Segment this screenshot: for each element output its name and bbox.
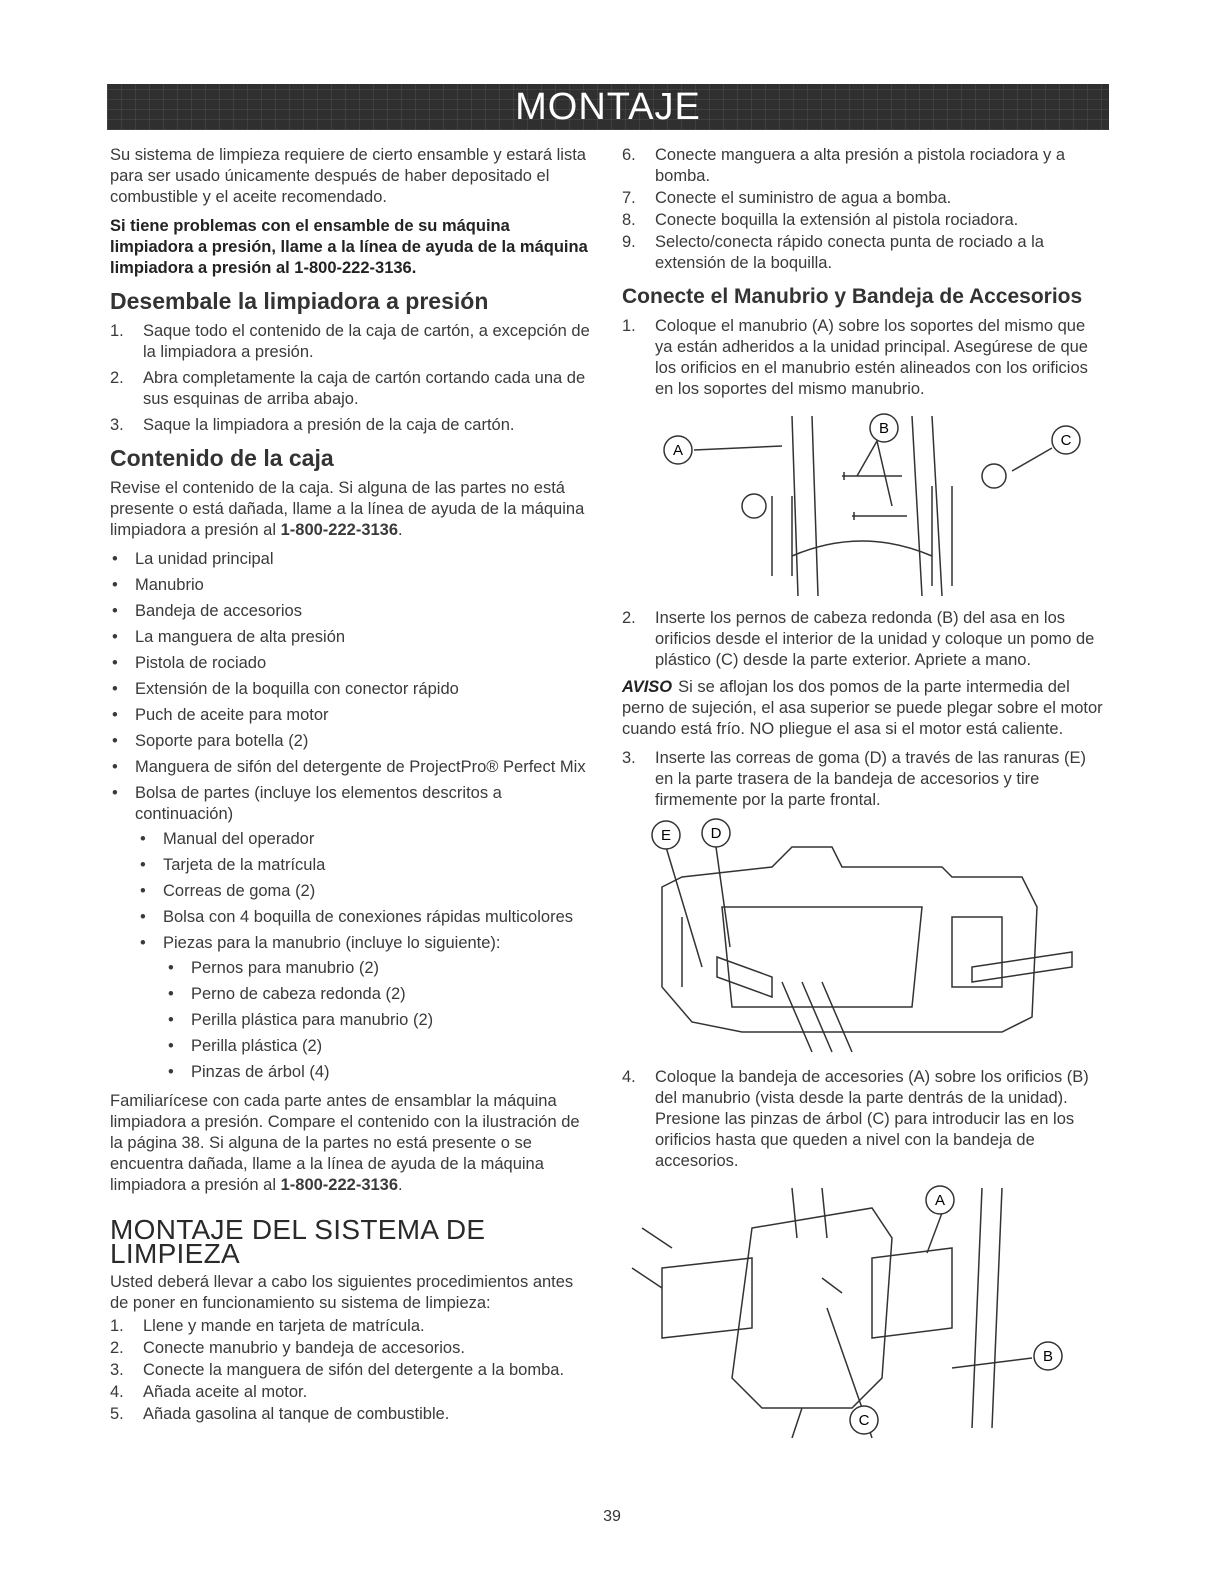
page-title: MONTAJE <box>515 85 701 128</box>
system-steps <box>110 1316 594 1425</box>
list-item: 3. Saque la limpiadora a presión de la caja de cartón. <box>110 416 515 434</box>
familiarize-paragraph: Familiarícese con cada parte antes de ensamblar la máquina limpiadora a presión. Compare el contenido con la ilustración de la página 38. Si alguna de la partes no está presente o se encuentra dañada, llame a la línea de ayuda de la máquina limpiadora a presión al 1-800-222-3136. <box>110 1092 580 1194</box>
list-item: 1. Coloque el manubrio (A) sobre los soportes del mismo que ya están adheridos a la unidad principal. Asegúrese de que los orificios en el manubrio estén alineados con los orificios en los soportes del mismo manubrio. <box>622 317 1088 398</box>
list-item: 4. Añada aceite al motor. <box>110 1383 308 1401</box>
phone-number: 1-800-222-3136 <box>280 1176 399 1194</box>
list-item: • Piezas para la manubrio (incluye lo siguiente): <box>110 933 594 954</box>
list-item: • Bolsa con 4 boquilla de conexiones rápidas multicolores <box>110 907 594 928</box>
list-item: • Extensión de la boquilla con conector rápido <box>110 679 594 700</box>
list-item: 1. Saque todo el contenido de la caja de cartón, a excepción de la limpiadora a presión. <box>110 322 590 361</box>
handle-step-3 <box>622 748 1106 811</box>
right-column <box>622 145 1106 1448</box>
list-item: • Perilla plástica (2) <box>110 1036 594 1057</box>
callout-b-label: B <box>1042 1348 1054 1365</box>
system-assembly-heading: MONTAJE DEL SISTEMA DE LIMPIEZA <box>110 1214 486 1269</box>
list-item: 6. Conecte manguera a alta presión a pistola rociadora y a bomba. <box>622 146 1065 185</box>
aviso-note: AVISO Si se aflojan los dos pomos de la parte intermedia del perno de sujeción, el asa superior se puede plegar sobre el motor cuando está frío. NO pliegue el asa si el motor está caliente. <box>622 678 1103 738</box>
list-item: • Pistola de rociado <box>110 653 594 674</box>
callout-d-label: D <box>710 825 722 842</box>
phone-number: 1-800-222-3136 <box>280 521 399 539</box>
list-item: • Correas de goma (2) <box>110 881 594 902</box>
system-intro: Usted deberá llevar a cabo los siguientes procedimientos antes de poner en funcionamiento su sistema de limpieza: <box>110 1273 574 1312</box>
unpack-steps <box>110 321 594 436</box>
handle-parts-list <box>110 958 594 1083</box>
list-item: • Bandeja de accesorios <box>110 601 594 622</box>
callout-e <box>652 821 680 849</box>
section-banner <box>107 84 1109 130</box>
list-item: 2. Conecte manubrio y bandeja de accesorios. <box>110 1339 465 1357</box>
list-item: 5. Añada gasolina al tanque de combustible. <box>110 1405 450 1423</box>
handle-step-4 <box>622 1067 1106 1172</box>
list-item: • Tarjeta de la matrícula <box>110 855 594 876</box>
list-item: • Puch de aceite para motor <box>110 705 594 726</box>
aviso-label: AVISO <box>622 678 673 696</box>
list-item: • Pernos para manubrio (2) <box>110 958 594 979</box>
callout-b <box>870 414 898 442</box>
callout-c <box>850 1406 878 1434</box>
list-item: • Perilla plástica para manubrio (2) <box>110 1010 594 1031</box>
intro-paragraph: Su sistema de limpieza requiere de cierto ensamble y estará lista para ser usado únicamente después de haber depositado el combustible y el aceite recomendado. <box>110 146 586 206</box>
contents-list <box>110 549 594 825</box>
page-number: 39 <box>603 1508 621 1525</box>
callout-b-label: B <box>878 420 890 437</box>
list-item: 9. Selecto/conecta rápido conecta punta de rociado a la extensión de la boquilla. <box>622 233 1044 272</box>
list-item: • Soporte para botella (2) <box>110 731 594 752</box>
help-line-paragraph: Si tiene problemas con el ensamble de su máquina limpiadora a presión, llame a la línea de ayuda de la máquina limpiadora a presión al 1-800-222-3136. <box>110 217 588 277</box>
list-item: • Manubrio <box>110 575 594 596</box>
callout-a-label: A <box>934 1192 946 1209</box>
list-item: 8. Conecte boquilla la extensión al pistola rociadora. <box>622 211 1019 229</box>
left-column <box>110 145 594 1431</box>
list-item: 2. Abra completamente la caja de cartón cortando cada una de sus esquinas de arriba abajo. <box>110 369 586 408</box>
list-item: 1. Llene y mande en tarjeta de matrícula. <box>110 1317 425 1335</box>
callout-a <box>664 436 692 464</box>
callout-a-label: A <box>672 442 684 459</box>
handle-step-2 <box>622 608 1106 671</box>
system-steps-continued <box>622 145 1106 274</box>
list-item: • Perno de cabeza redonda (2) <box>110 984 594 1005</box>
strap-tray-figure <box>622 817 1106 1057</box>
list-item: 4. Coloque la bandeja de accesories (A) sobre los orificios (B) del manubrio (vista desde la parte dentrás de la unidad). Presione las pinzas de árbol (C) para introducir las en los orificios hasta que queden a nivel con la bandeja de accesorios. <box>622 1068 1089 1170</box>
callout-a <box>926 1186 954 1214</box>
callout-b <box>1034 1342 1062 1370</box>
list-item: • Bolsa de partes (incluye los elementos descritos a continuación) <box>110 783 594 825</box>
list-item: 3. Conecte la manguera de sifón del detergente a la bomba. <box>110 1361 565 1379</box>
callout-c <box>1052 426 1080 454</box>
list-item: • Manguera de sifón del detergente de ProjectPro® Perfect Mix <box>110 757 594 778</box>
tray-mounting-figure <box>622 1178 1106 1438</box>
callout-c-label: C <box>858 1412 870 1429</box>
handle-tray-heading: Conecte el Manubrio y Bandeja de Accesorios <box>622 285 1083 308</box>
parts-bag-list <box>110 829 594 954</box>
list-item: • La unidad principal <box>110 549 594 570</box>
unpack-heading: Desembale la limpiadora a presión <box>110 288 489 314</box>
list-item: 3. Inserte las correas de goma (D) a través de las ranuras (E) en la parte trasera de la bandeja de accesorios y tire firmemente por la parte frontal. <box>622 749 1087 809</box>
contents-heading: Contenido de la caja <box>110 445 334 471</box>
handle-assembly-figure <box>622 406 1106 598</box>
list-item: 2. Inserte los pernos de cabeza redonda (B) del asa en los orificios desde el interior de la unidad y coloque un pomo de plástico (C) desde la parte exterior. Apriete a mano. <box>622 609 1095 669</box>
callout-e-label: E <box>660 827 672 844</box>
list-item: 7. Conecte el suministro de agua a bomba. <box>622 189 952 207</box>
list-item: • Pinzas de árbol (4) <box>110 1062 594 1083</box>
handle-step-1 <box>622 316 1106 400</box>
contents-intro: Revise el contenido de la caja. Si alguna de las partes no está presente o está dañada, llame a la línea de ayuda de la máquina limpiadora a presión al 1-800-222-3136. <box>110 479 585 539</box>
callout-d <box>702 819 730 847</box>
list-item: • La manguera de alta presión <box>110 627 594 648</box>
list-item: • Manual del operador <box>110 829 594 850</box>
callout-c-label: C <box>1060 432 1072 449</box>
